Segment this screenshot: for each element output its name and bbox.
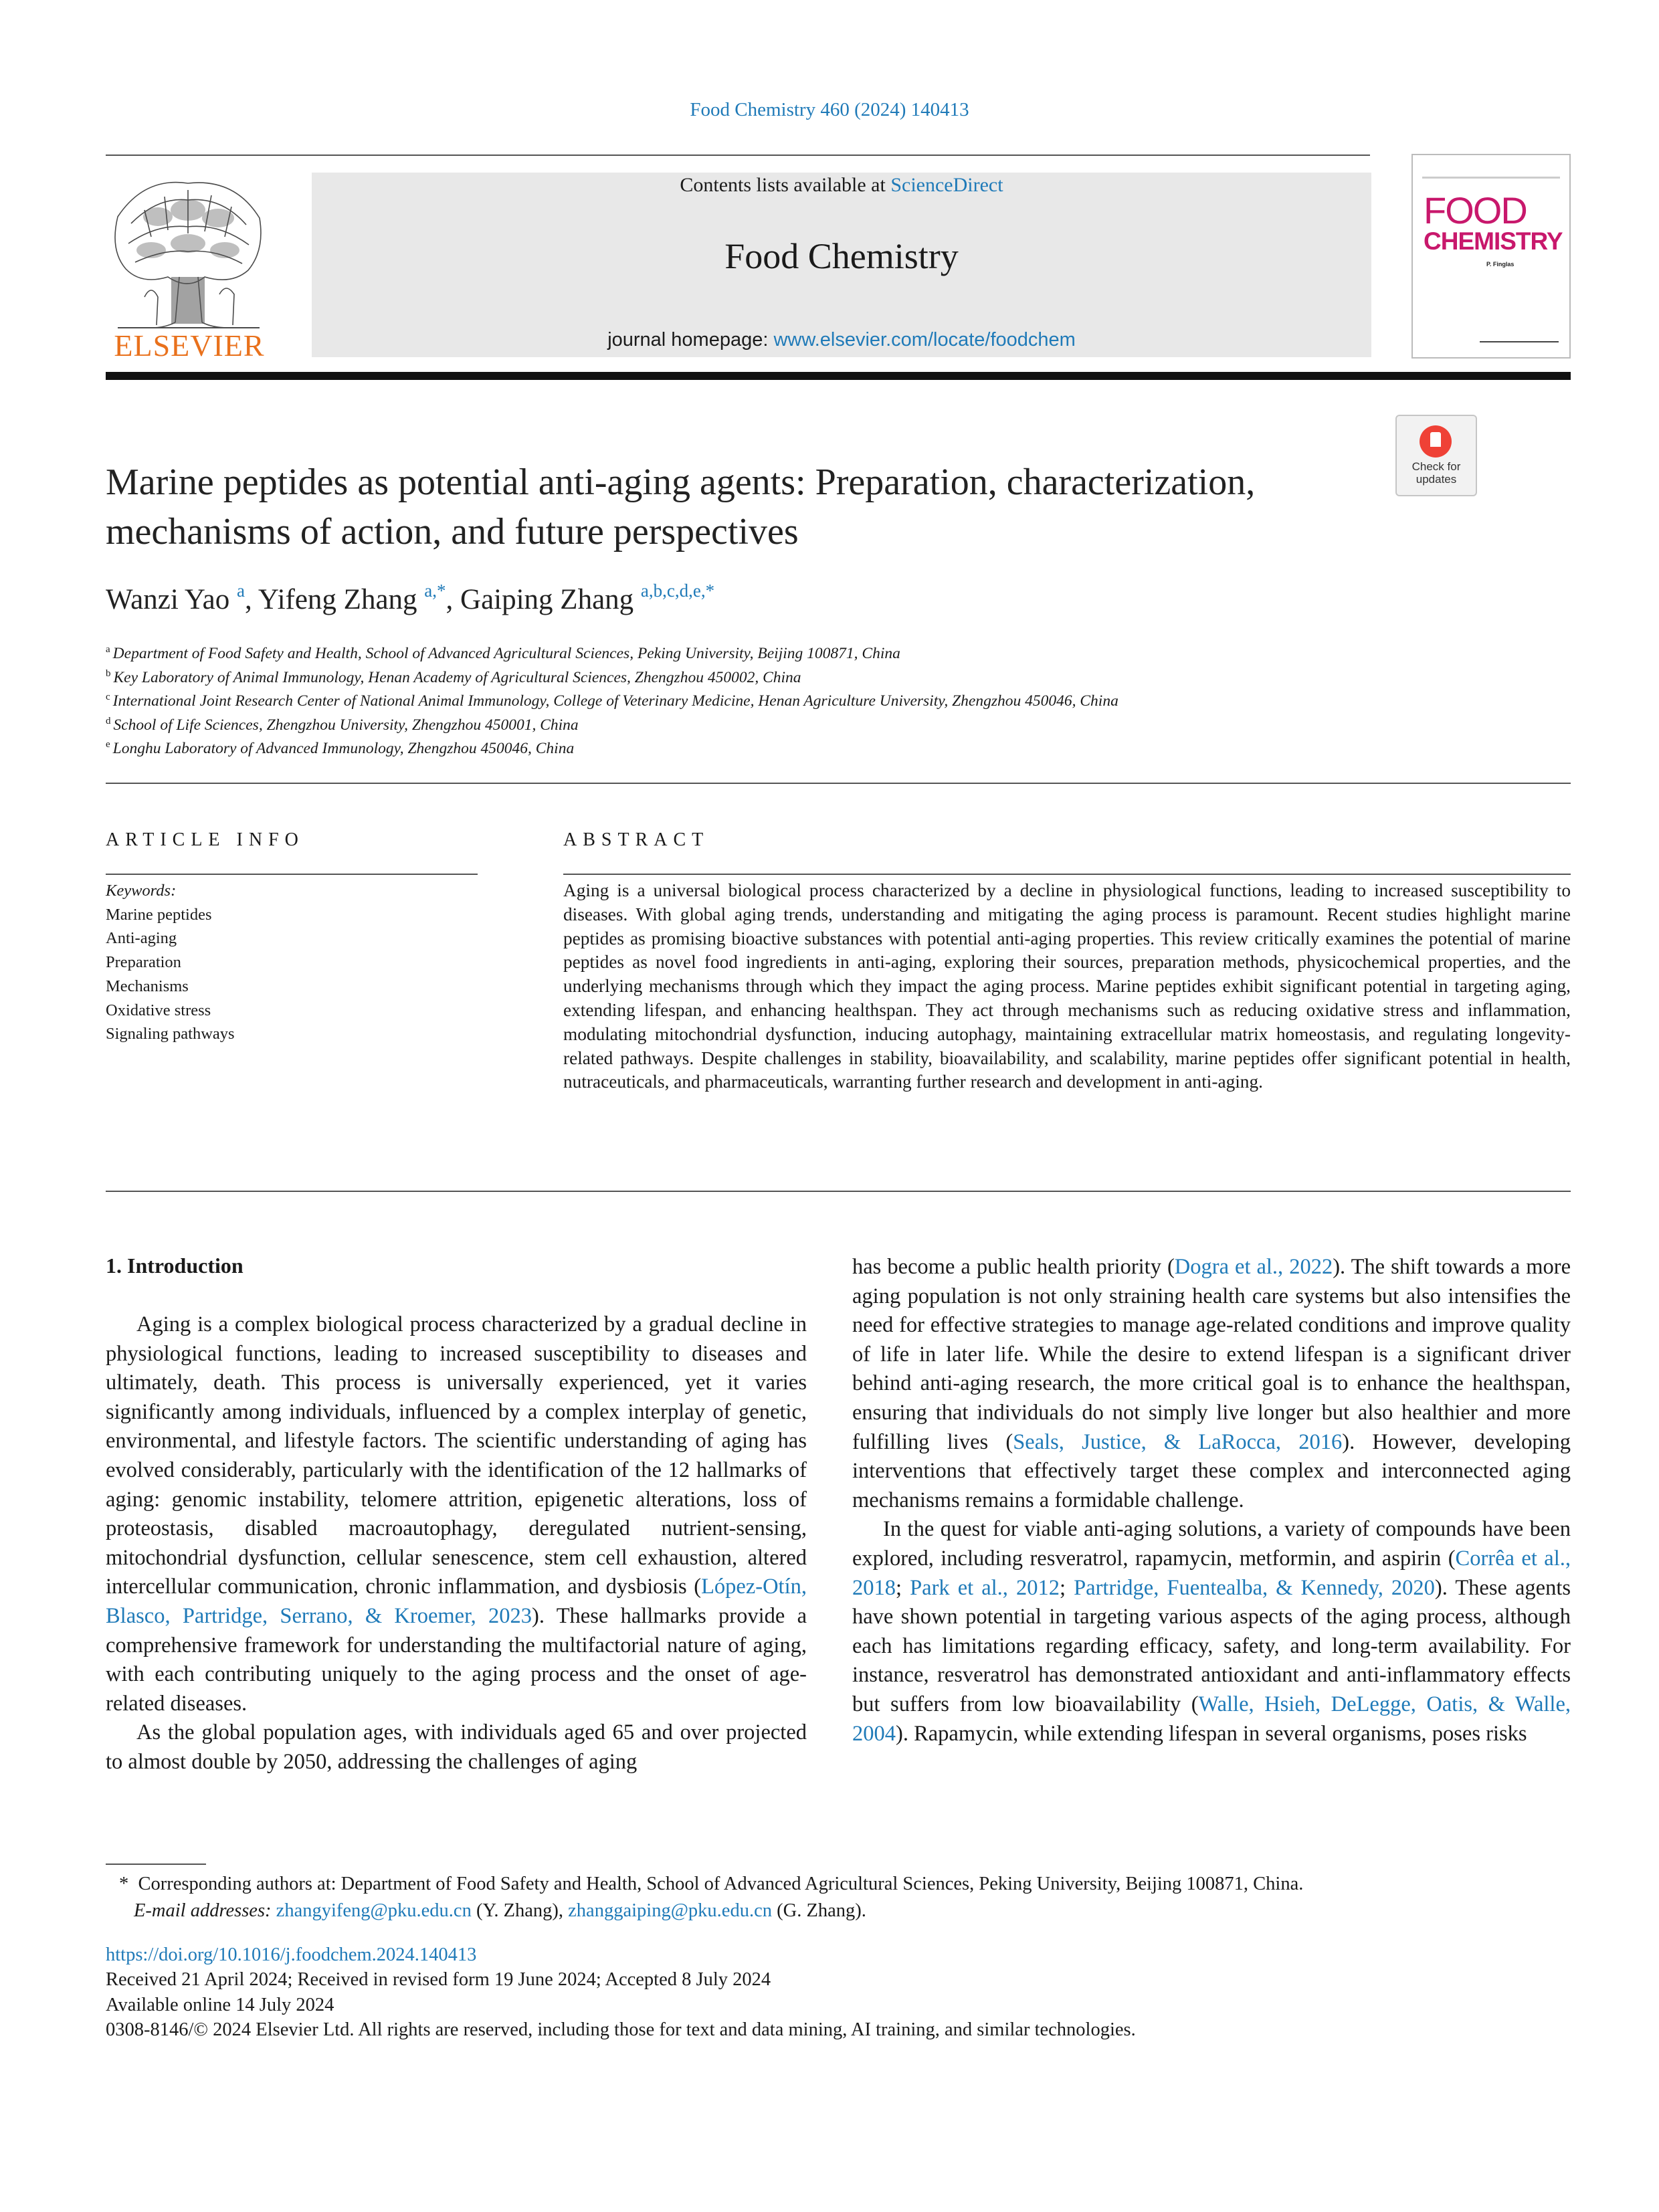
copyright-notice: 0308-8146/© 2024 Elsevier Ltd. All rights are reserved, including those for text and data mining, AI training, and similar technologies.	[106, 2019, 1136, 2040]
affiliation-label: d	[106, 715, 111, 726]
author-affiliation-marker[interactable]: a,b,c,d,e,*	[640, 581, 715, 601]
contents-available-line	[312, 174, 1371, 197]
email-owner: (Y. Zhang),	[471, 1900, 569, 1921]
body-text: ;	[1060, 1575, 1074, 1600]
keyword: Signaling pathways	[106, 1025, 235, 1043]
citation-link[interactable]: Partridge, Fuentealba, & Kennedy, 2020	[1074, 1575, 1435, 1600]
body-paragraph: As the global population ages, with individuals aged 65 and over projected to almost double by 2050, addressing the challenges of aging	[106, 1720, 807, 1774]
contents-prefix: Contents lists available at	[680, 174, 891, 196]
affiliation-text: Department of Food Safety and Health, School of Advanced Agricultural Sciences, Peking University, Beijing 100871, China	[112, 645, 900, 662]
author-name[interactable]: Gaiping Zhang	[460, 584, 634, 615]
article-info-rule	[106, 874, 478, 875]
publication-info	[106, 1942, 1571, 2042]
check-for-updates-label: Check for updates	[1411, 460, 1461, 486]
keyword: Marine peptides	[106, 905, 212, 924]
author-separator: ,	[446, 584, 461, 615]
journal-name: Food Chemistry	[724, 236, 959, 276]
abstract-rule	[563, 874, 1571, 875]
keyword: Oxidative stress	[106, 1001, 211, 1019]
affiliation-text: School of Life Sciences, Zhengzhou University, Zhengzhou 450001, China	[113, 716, 579, 734]
email-label: E-mail addresses:	[134, 1900, 272, 1921]
doi-link[interactable]: https://doi.org/10.1016/j.foodchem.2024.140413	[106, 1944, 477, 1965]
available-online: Available online 14 July 2024	[106, 1994, 334, 2015]
affiliation	[106, 642, 1577, 666]
cover-editor: P. Finglas	[1486, 261, 1515, 268]
citation-link[interactable]: Seals, Justice, & LaRocca, 2016	[1013, 1429, 1343, 1454]
body-text: ). These agents have shown potential in targeting various aspects of the aging process, although each has limitations regarding efficacy, safety, and long-term availability. For instance, resveratrol has demonstrated antioxidant and anti-inflammatory effects but suffers from low bioavailability (	[852, 1575, 1571, 1716]
abstract-text: Aging is a universal biological process characterized by a decline in physiological functions, leading to increased susceptibility to diseases. With global aging trends, understanding and mitigating the aging process is paramount. Recent studies highlight marine peptides as promising bioactive substances with potential anti-aging properties. This review critically examines the potential of marine peptides as novel food ingredients in anti-aging, exploring their sources, preparation methods, physicochemical properties, and the underlying mechanisms through which they impact the aging process. Marine peptides exhibit significant potential in targeting aging, extending lifespan, and enhancing healthspan. They act through mechanisms such as reducing oxidative stress and inflammation, modulating mitochondrial dysfunction, inducing autophagy, maintaining extracellular matrix homeostasis, and regulating longevity-related pathways. Despite challenges in stability, bioavailability, and scalability, marine peptides offer significant potential in health, nutraceuticals, and pharmaceuticals, warranting further research and development in anti-aging.	[563, 880, 1571, 1092]
footnotes	[119, 1871, 1571, 1924]
received-dates: Received 21 April 2024; Received in revised form 19 June 2024; Accepted 8 July 2024	[106, 1969, 771, 1991]
sciencedirect-link[interactable]: ScienceDirect	[890, 174, 1003, 196]
author-list	[106, 583, 714, 616]
citation-link[interactable]: Corrêa et al., 2018	[852, 1546, 1571, 1600]
keywords-block	[106, 879, 235, 1046]
affiliation	[106, 666, 1577, 690]
abstract-heading: ABSTRACT	[563, 829, 710, 850]
elsevier-wordmark: ELSEVIER	[114, 328, 265, 363]
body-text: ). These hallmarks provide a comprehensive framework for understanding the multifactorial nature of aging, with each contributing uniquely to the aging process and the onset of age-related diseases.	[106, 1603, 807, 1716]
corresponding-author-note	[119, 1871, 1571, 1898]
keyword: Preparation	[106, 953, 181, 972]
article-title: Marine peptides as potential anti-aging agents: Preparation, characterization, mechanisms of action, and future perspectives	[106, 462, 1256, 552]
check-for-updates-button[interactable]	[1395, 415, 1477, 496]
body-text: ). The shift towards a more aging population is not only straining health care systems but also intensifies the need for effective strategies to manage age-related conditions and improve quality of life in later life. While the desire to extend lifespan is a significant driver behind anti-aging research, the more critical goal is to enhance the healthspan, ensuring that individuals do not simply live longer but also healthier and more fulfilling lives (	[852, 1255, 1571, 1454]
author-affiliation-marker[interactable]: a,*	[424, 581, 446, 601]
body-column-right	[852, 1253, 1571, 1748]
affiliation	[106, 690, 1577, 714]
keyword: Mechanisms	[106, 977, 189, 995]
affiliation-label: e	[106, 739, 110, 750]
citation-link[interactable]: López-Otín, Blasco, Partridge, Serrano, & Kroemer, 2023	[106, 1575, 807, 1628]
body-text: ). Rapamycin, while extending lifespan in several organisms, poses risks	[896, 1721, 1527, 1746]
affiliation	[106, 737, 1577, 761]
article-info-heading: ARTICLE INFO	[106, 829, 304, 850]
citation-link[interactable]: Dogra et al., 2022	[1174, 1255, 1333, 1279]
affiliation-list	[106, 642, 1577, 761]
cover-bottom-rule	[1480, 341, 1559, 342]
journal-reference[interactable]: Food Chemistry 460 (2024) 140413	[690, 99, 969, 120]
email-owner: (G. Zhang).	[772, 1900, 866, 1921]
affiliation	[106, 714, 1577, 738]
divider	[106, 783, 1571, 784]
corresponding-text: Corresponding authors at: Department of Food Safety and Health, School of Advanced Agricultural Sciences, Peking University, Beijing 100871, China.	[138, 1874, 1304, 1894]
header-top-rule	[106, 155, 1370, 156]
body-text: In the quest for viable anti-aging solutions, a variety of compounds have been explored, including resveratrol, rapamycin, metformin, and aspirin (	[852, 1517, 1571, 1571]
header-thick-rule	[106, 372, 1571, 380]
homepage-link[interactable]: www.elsevier.com/locate/foodchem	[773, 329, 1076, 350]
email-note	[119, 1898, 1571, 1924]
homepage-label: journal homepage:	[607, 329, 774, 350]
body-paragraph	[106, 1310, 807, 1718]
affiliation-text: Key Laboratory of Animal Immunology, Henan Academy of Agricultural Sciences, Zhengzhou 450002, China	[113, 668, 801, 686]
affiliation-label: a	[106, 644, 110, 655]
keyword: Anti-aging	[106, 929, 177, 948]
author-separator: ,	[244, 584, 258, 615]
author-name[interactable]: Wanzi Yao	[106, 584, 230, 615]
cover-title-chemistry: CHEMISTRY	[1424, 227, 1563, 255]
body-text: has become a public health priority (	[852, 1255, 1175, 1279]
bookmark-icon	[1420, 425, 1452, 458]
body-text: ). However, developing interventions that effectively target these complex and interconnected aging mechanisms remains a formidable challenge.	[852, 1429, 1571, 1512]
citation-link[interactable]: Park et al., 2012	[910, 1575, 1060, 1600]
footnote-marker: *	[119, 1874, 129, 1894]
keywords-title: Keywords:	[106, 882, 177, 900]
body-text: Aging is a complex biological process characterized by a gradual decline in physiological functions, leading to increased susceptibility to diseases and ultimately, death. This process is universally experienced, yet it varies significantly among individuals, influenced by a complex interplay of genetic, environmental, and lifestyle factors. The scientific understanding of aging has evolved considerably, particularly with the identification of the 12 hallmarks of aging: genomic instability, telomere attrition, epigenetic alterations, loss of proteostasis, disabled macroautophagy, deregulated nutrient-sensing, mitochondrial dysfunction, cellular senescence, stem cell exhaustion, altered intercellular communication, chronic inflammation, and dysbiosis (	[106, 1312, 807, 1599]
body-text: ;	[896, 1575, 910, 1600]
email-link[interactable]: zhanggaiping@pku.edu.cn	[568, 1900, 772, 1921]
email-link[interactable]: zhangyifeng@pku.edu.cn	[276, 1900, 472, 1921]
affiliation-label: c	[106, 692, 110, 702]
footnote-rule	[106, 1864, 206, 1865]
author-affiliation-marker[interactable]: a	[237, 581, 245, 601]
body-column-left	[106, 1310, 807, 1777]
author-name[interactable]: Yifeng Zhang	[258, 584, 417, 615]
citation-link[interactable]: Walle, Hsieh, DeLegge, Oatis, & Walle, 2004	[852, 1692, 1571, 1746]
divider	[106, 1191, 1571, 1192]
journal-homepage-line	[312, 329, 1371, 351]
affiliation-text: International Joint Research Center of National Animal Immunology, College of Veterinary Medicine, Henan Agriculture University, Zhengzhou 450046, China	[112, 692, 1118, 710]
cover-top-bar	[1422, 177, 1560, 179]
cover-title-food: FOOD	[1424, 189, 1527, 231]
body-paragraph	[852, 1253, 1571, 1515]
affiliation-label: b	[106, 668, 111, 679]
journal-cover-thumbnail[interactable]	[1411, 154, 1571, 359]
affiliation-text: Longhu Laboratory of Advanced Immunology, Zhengzhou 450046, China	[112, 740, 575, 757]
introduction-heading: 1. Introduction	[106, 1253, 243, 1278]
body-paragraph	[852, 1515, 1571, 1748]
